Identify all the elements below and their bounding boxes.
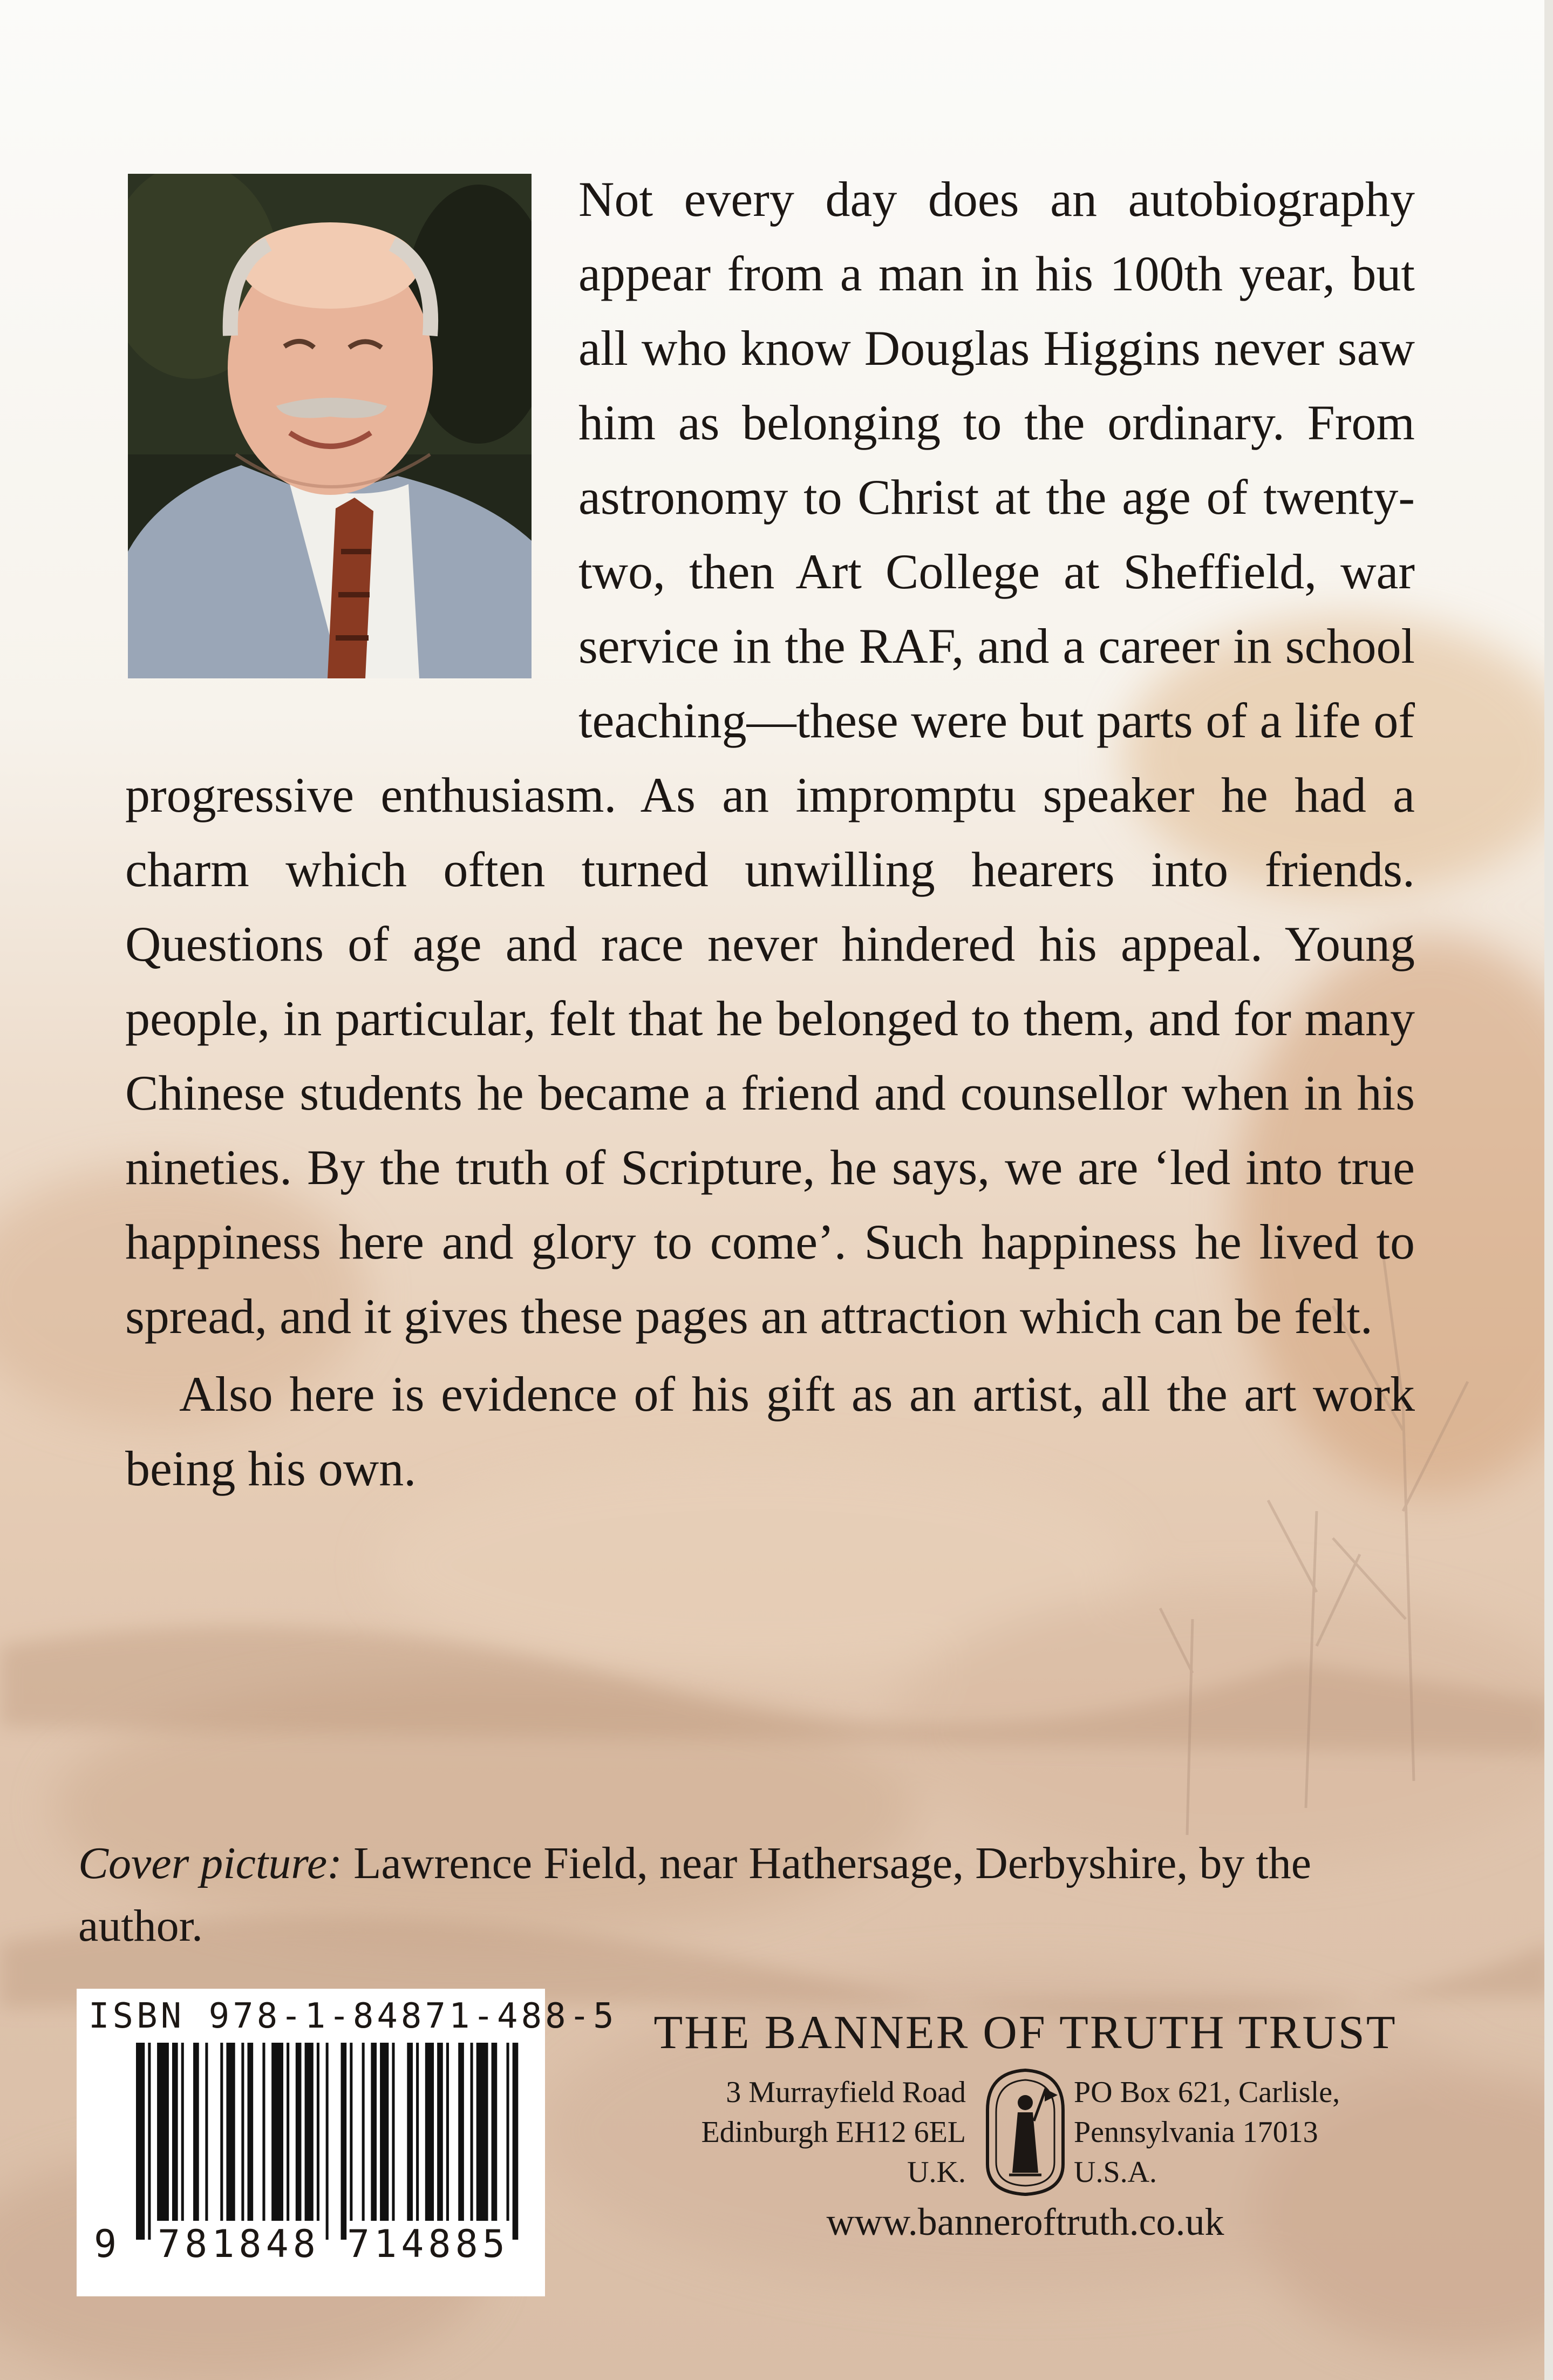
blurb-text: [125, 162, 1415, 1506]
cover-credit-label: Cover picture:: [78, 1838, 343, 1888]
publisher-website[interactable]: www.banneroftruth.co.uk: [826, 2200, 1224, 2243]
barcode-bar: [148, 2043, 151, 2240]
barcode-bar: [425, 2043, 434, 2221]
isbn-label: ISBN 978-1-84871-488-5: [88, 1996, 617, 2036]
barcode-bar: [458, 2043, 464, 2221]
barcode-bar: [507, 2043, 509, 2221]
barcode-panel: [77, 1989, 617, 2296]
barcode-bar: [341, 2043, 347, 2240]
barcode-bar: [296, 2043, 302, 2221]
address-uk-line: 3 Murrayfield Road: [726, 2076, 966, 2109]
barcode-bar: [287, 2043, 289, 2221]
blurb-paragraph-2: Also here is evidence of his gift as an artist, all the art work being his own.: [125, 1366, 1415, 1496]
barcode-bar: [262, 2043, 265, 2221]
barcode-bar: [326, 2043, 329, 2240]
barcode-bar: [492, 2043, 498, 2221]
barcode-bar: [416, 2043, 419, 2221]
barcode-bar: [371, 2043, 377, 2221]
publisher-name: THE BANNER OF TRUTH TRUST: [653, 2007, 1397, 2059]
barcode-bar: [226, 2043, 235, 2221]
barcode-bar: [362, 2043, 365, 2221]
blurb-paragraph-1: Not every day does an autobiography appear from a man in his 100th year, but all who know Douglas Higgins never saw him as belonging to the ordinary. From astronomy to Christ at the age of twenty-two, then Art College at Sheffield, war service in the RAF, and a career in school teaching—these were but parts of a life of progressive enthusiasm. As an impromptu speaker he had a charm which often turned unwilling hearers into friends. Questions of age and race never hindered his appeal. Young people, in particular, felt that he belonged to them, and for many Chinese students he became a friend and counsellor when in his nineties. By the truth of Scripture, he says, we are ‘led into true happiness here and glory to come’. Such happiness he lived to spread, and it gives these pages an attraction which can be felt.: [125, 172, 1415, 1344]
barcode-bar: [136, 2043, 145, 2240]
address-uk-line: Edinburgh EH12 6EL: [701, 2116, 966, 2149]
address-usa-line: Pennsylvania 17013: [1074, 2116, 1318, 2149]
address-usa: [1074, 2072, 1340, 2192]
barcode-bar: [471, 2043, 473, 2221]
barcode-bar: [305, 2043, 314, 2221]
address-uk-line: U.K.: [907, 2155, 966, 2189]
address-usa-line: U.S.A.: [1074, 2155, 1157, 2189]
barcode-bar: [271, 2043, 283, 2221]
barcode-bar: [220, 2043, 223, 2221]
cover-credit: [78, 1832, 1438, 1957]
address-usa-line: PO Box 621, Carlisle,: [1074, 2076, 1340, 2109]
barcode-bar: [157, 2043, 169, 2221]
barcode-first-digit: 9: [94, 2222, 117, 2266]
barcode-bars: [136, 2043, 525, 2240]
barcode-bar: [476, 2043, 488, 2221]
barcode-bar: [380, 2043, 389, 2221]
barcode-icon: [136, 2043, 525, 2240]
barcode-bar: [437, 2043, 443, 2221]
photo-spacer: [125, 162, 578, 745]
barcode-bar: [248, 2043, 254, 2221]
barcode-bar: [392, 2043, 394, 2221]
barcode-bar: [317, 2043, 319, 2221]
barcode-bar: [241, 2043, 244, 2221]
barcode-bar: [513, 2043, 519, 2240]
publisher-addresses: [637, 2067, 1414, 2197]
barcode-bar: [407, 2043, 413, 2221]
barcode-bar: [172, 2043, 178, 2221]
publisher-block: [637, 2003, 1414, 2246]
barcode-digits: 781848 714885: [158, 2222, 509, 2266]
barcode-bar: [350, 2043, 352, 2221]
cover-edge: [1544, 0, 1553, 2380]
cover-credit-text: Lawrence Field, near Hathersage, Derbyshire, by the author.: [78, 1838, 1311, 1951]
barcode-bar: [205, 2043, 208, 2221]
address-uk: [701, 2072, 966, 2192]
barcode-bar: [193, 2043, 199, 2221]
banner-of-truth-logo-icon: [982, 2067, 1068, 2197]
barcode-bar: [181, 2043, 184, 2221]
barcode-bar: [446, 2043, 449, 2221]
